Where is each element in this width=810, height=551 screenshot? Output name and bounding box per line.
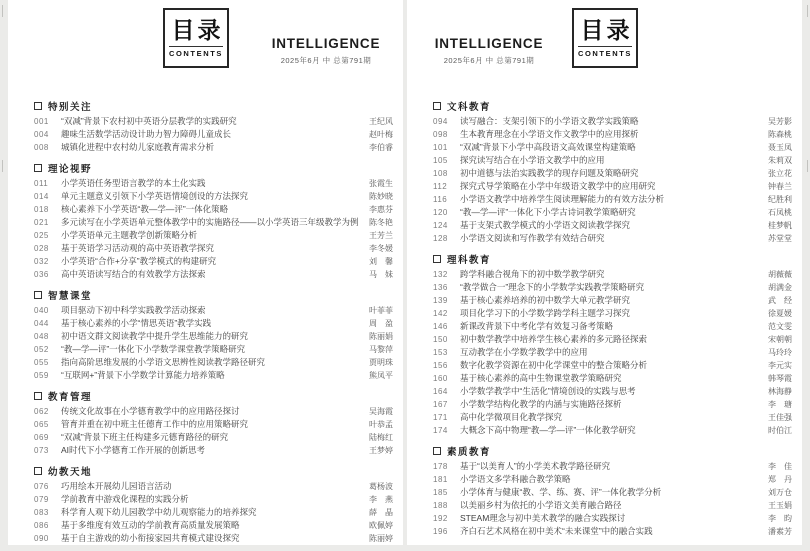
entry-author: 王玉娟 bbox=[768, 501, 792, 510]
section-name: 特别关注 bbox=[48, 101, 93, 113]
entry-author: 钟春兰 bbox=[768, 182, 792, 191]
entry-page-number: 167 bbox=[433, 400, 448, 409]
toc-entry bbox=[433, 346, 792, 359]
toc-entry bbox=[433, 486, 792, 499]
toc-entry bbox=[34, 242, 393, 255]
entry-author: 李 瑭 bbox=[768, 400, 792, 409]
toc-entry bbox=[34, 519, 393, 532]
entry-title: 初中语文群文阅读教学中提升学生思维能力的研究 bbox=[61, 331, 249, 341]
entry-title: 初中数学教学中培养学生核心素养的多元路径探索 bbox=[460, 334, 648, 344]
toc-entry bbox=[433, 525, 792, 538]
entry-title: 单元主题意义引领下小学英语情境创设的方法探究 bbox=[61, 191, 249, 201]
entry-page-number: 069 bbox=[34, 433, 49, 442]
entry-title: 齐白石艺术风格在初中美术“未来课堂”中的融合实践 bbox=[460, 526, 653, 536]
section-name: 文科教育 bbox=[447, 101, 492, 113]
entry-title: 多元读写在小学英语单元整体教学中的实施路径——以小学英语三年级教学为例 bbox=[61, 217, 359, 227]
registration-mark bbox=[807, 5, 808, 17]
section-square-icon bbox=[433, 102, 441, 110]
entry-author: 张霞生 bbox=[369, 179, 393, 188]
entry-author: 马 妹 bbox=[369, 270, 393, 279]
entry-page-number: 142 bbox=[433, 309, 448, 318]
entry-title: 高中英语读写结合的有效教学方法探索 bbox=[61, 269, 206, 279]
journal-name: INTELLIGENCE bbox=[434, 36, 544, 51]
entry-title: 探究读写结合在小学语文教学中的应用 bbox=[460, 155, 605, 165]
entry-page-number: 108 bbox=[433, 169, 448, 178]
entry-author: 贾明珠 bbox=[369, 358, 393, 367]
toc-entry bbox=[34, 343, 393, 356]
entry-author: 李伯睿 bbox=[369, 143, 393, 152]
entry-title: “双减”背景下农村初中英语分层教学的实践研究 bbox=[61, 116, 237, 126]
entry-title: STEAM理念与初中美术教学的融合实践探讨 bbox=[460, 513, 626, 523]
entry-author: 李元实 bbox=[768, 361, 792, 370]
contents-title-box bbox=[572, 8, 638, 68]
toc-entry bbox=[433, 385, 792, 398]
journal-name: INTELLIGENCE bbox=[271, 36, 381, 51]
section-header bbox=[34, 389, 393, 402]
toc-entry bbox=[34, 141, 393, 154]
entry-author: 徐夏媛 bbox=[768, 309, 792, 318]
section-square-icon bbox=[34, 291, 42, 299]
entry-title: 小学语文阅读和写作教学有效结合研究 bbox=[460, 233, 605, 243]
entry-page-number: 004 bbox=[34, 130, 49, 139]
toc-section bbox=[34, 161, 393, 281]
entry-author: 聂玉凤 bbox=[768, 143, 792, 152]
entry-author: 桂梦帆 bbox=[768, 221, 792, 230]
toc-entry bbox=[433, 424, 792, 437]
section-name: 教育管理 bbox=[48, 391, 93, 403]
entry-page-number: 098 bbox=[433, 130, 448, 139]
entry-page-number: 136 bbox=[433, 283, 448, 292]
section-name: 素质教育 bbox=[447, 446, 492, 458]
entry-page-number: 171 bbox=[433, 413, 448, 422]
toc-entry bbox=[433, 473, 792, 486]
entry-page-number: 001 bbox=[34, 117, 49, 126]
toc-entry bbox=[433, 307, 792, 320]
entry-author: 叶菲菲 bbox=[369, 306, 393, 315]
entry-author: 李 佳 bbox=[768, 462, 792, 471]
entry-page-number: 124 bbox=[433, 221, 448, 230]
section-square-icon bbox=[34, 102, 42, 110]
entry-page-number: 101 bbox=[433, 143, 448, 152]
entry-title: AI时代下小学德育工作开展的创新思考 bbox=[61, 445, 206, 455]
entry-title: 基于核心素养的高中生物课堂教学策略研究 bbox=[460, 373, 622, 383]
section-name: 智慧课堂 bbox=[48, 290, 93, 302]
entry-author: 朱莉双 bbox=[768, 156, 792, 165]
entry-author: 韩琴霞 bbox=[768, 374, 792, 383]
entry-page-number: 116 bbox=[433, 195, 448, 204]
entry-title: 大概念下高中物理“教—学—评”一体化教学研究 bbox=[460, 425, 636, 435]
section-header bbox=[34, 161, 393, 174]
toc-entry bbox=[433, 141, 792, 154]
entry-title: 科学育人观下幼儿园教学中幼儿观察能力的培养探究 bbox=[61, 507, 257, 517]
toc-entry bbox=[34, 431, 393, 444]
toc-entry bbox=[34, 405, 393, 418]
entry-page-number: 181 bbox=[433, 475, 448, 484]
entry-page-number: 153 bbox=[433, 348, 448, 357]
toc-entry bbox=[433, 359, 792, 372]
entry-page-number: 014 bbox=[34, 192, 49, 201]
entry-author: 张立花 bbox=[768, 169, 792, 178]
section-name: 理论视野 bbox=[48, 163, 93, 175]
entry-title: 核心素养下小学英语“教—学—评”一体化策略 bbox=[61, 204, 229, 214]
entry-author: 纪胜利 bbox=[768, 195, 792, 204]
entry-author: 陈森桃 bbox=[768, 130, 792, 139]
entry-title: 小学语文教学中培养学生阅读理解能力的有效方法分析 bbox=[460, 194, 665, 204]
toc-section bbox=[34, 288, 393, 382]
registration-mark bbox=[807, 160, 808, 172]
entry-page-number: 188 bbox=[433, 501, 448, 510]
registration-mark bbox=[2, 160, 3, 172]
entry-author: 马玲玲 bbox=[768, 348, 792, 357]
registration-mark bbox=[2, 5, 3, 17]
entry-page-number: 112 bbox=[433, 182, 448, 191]
entry-title: 读写融合：支架引领下的小学语文教学实践策略 bbox=[460, 116, 639, 126]
entry-title: 小学英语任务型语言教学的本土化实践 bbox=[61, 178, 206, 188]
entry-author: 王纪风 bbox=[369, 117, 393, 126]
toc-entry bbox=[433, 167, 792, 180]
entry-title: 初中道德与法治实践教学的现存问题及策略研究 bbox=[460, 168, 639, 178]
right-page bbox=[407, 0, 802, 545]
toc-entry bbox=[34, 493, 393, 506]
entry-author: 葛杨波 bbox=[369, 482, 393, 491]
entry-author: 马黎萍 bbox=[369, 345, 393, 354]
entry-title: 基于自主游戏的幼小衔接家园共育模式建设探究 bbox=[61, 533, 240, 543]
entry-title: 探究式导学策略在小学中年级语文教学中的应用研究 bbox=[460, 181, 656, 191]
right-page-content bbox=[407, 88, 802, 538]
toc-section bbox=[34, 464, 393, 545]
section-header bbox=[34, 99, 393, 112]
entry-page-number: 128 bbox=[433, 234, 448, 243]
toc-entry bbox=[34, 255, 393, 268]
section-square-icon bbox=[34, 392, 42, 400]
toc-entry bbox=[433, 333, 792, 346]
entry-title: 以美丽乡村为依托的小学语文美育融合路径 bbox=[460, 500, 622, 510]
entry-author: 王芳兰 bbox=[369, 231, 393, 240]
entry-title: 学前教育中游戏化课程的实践分析 bbox=[61, 494, 189, 504]
toc-section bbox=[433, 444, 792, 538]
entry-page-number: 160 bbox=[433, 374, 448, 383]
toc-entry bbox=[34, 177, 393, 190]
entry-title: 城镇化进程中农村幼儿家庭教育需求分析 bbox=[61, 142, 215, 152]
entry-page-number: 139 bbox=[433, 296, 448, 305]
entry-page-number: 021 bbox=[34, 218, 49, 227]
toc-section bbox=[34, 99, 393, 154]
entry-author: 林海静 bbox=[768, 387, 792, 396]
entry-author: 王佳强 bbox=[768, 413, 792, 422]
toc-entry bbox=[433, 460, 792, 473]
title-cn: 目录 bbox=[580, 16, 633, 44]
entry-author: 欧佩婷 bbox=[369, 521, 393, 530]
toc-entry bbox=[433, 193, 792, 206]
toc-entry bbox=[34, 369, 393, 382]
entry-author: 时伯江 bbox=[768, 426, 792, 435]
entry-title: 小学数学教学中“生活化”情境创设的实践与思考 bbox=[460, 386, 636, 396]
toc-entry bbox=[433, 411, 792, 424]
section-square-icon bbox=[433, 447, 441, 455]
entry-page-number: 120 bbox=[433, 208, 448, 217]
entry-author: 胡满金 bbox=[768, 283, 792, 292]
toc-entry bbox=[34, 128, 393, 141]
toc-section bbox=[34, 389, 393, 457]
section-name: 幼教天地 bbox=[48, 466, 93, 478]
contents-title-box bbox=[163, 8, 229, 68]
toc-entry bbox=[34, 216, 393, 229]
entry-page-number: 164 bbox=[433, 387, 448, 396]
issue-info: 2025年6月 中 总第791期 bbox=[280, 56, 372, 65]
entry-page-number: 192 bbox=[433, 514, 448, 523]
entry-title: “双减”背景下小学中高段语文高效课堂构建策略 bbox=[460, 142, 636, 152]
entry-page-number: 032 bbox=[34, 257, 49, 266]
section-name: 理科教育 bbox=[447, 254, 492, 266]
toc-entry bbox=[34, 532, 393, 545]
toc-entry bbox=[34, 115, 393, 128]
toc-entry bbox=[34, 330, 393, 343]
entry-author: 宋朝朝 bbox=[768, 335, 792, 344]
title-cn: 目录 bbox=[171, 16, 224, 44]
entry-page-number: 065 bbox=[34, 420, 49, 429]
entry-author: 薛 晶 bbox=[369, 508, 393, 517]
entry-page-number: 076 bbox=[34, 482, 49, 491]
toc-entry bbox=[34, 356, 393, 369]
entry-title: 高中化学微项目化教学探究 bbox=[460, 412, 563, 422]
section-header bbox=[34, 464, 393, 477]
entry-title: 跨学科融合视角下的初中数学教学研究 bbox=[460, 269, 605, 279]
journal-meta bbox=[246, 36, 406, 66]
entry-page-number: 174 bbox=[433, 426, 448, 435]
entry-author: 陈丽娟 bbox=[369, 332, 393, 341]
entry-page-number: 105 bbox=[433, 156, 448, 165]
entry-page-number: 044 bbox=[34, 319, 49, 328]
toc-entry bbox=[433, 268, 792, 281]
entry-author: 陈丽婷 bbox=[369, 534, 393, 543]
entry-page-number: 073 bbox=[34, 446, 49, 455]
entry-title: 管育并重在初中班主任德育工作中的应用策略研究 bbox=[61, 419, 249, 429]
entry-title: 传统文化故事在小学德育教学中的应用路径探讨 bbox=[61, 406, 240, 416]
toc-entry bbox=[34, 506, 393, 519]
toc-entry bbox=[34, 268, 393, 281]
entry-page-number: 036 bbox=[34, 270, 49, 279]
entry-page-number: 025 bbox=[34, 231, 49, 240]
left-page-content bbox=[8, 88, 403, 545]
entry-page-number: 146 bbox=[433, 322, 448, 331]
section-header bbox=[34, 288, 393, 301]
entry-title: “教—学—评”一体化下小学古诗词教学策略研究 bbox=[460, 207, 636, 217]
entry-title: 互动教学在小学数学教学中的应用 bbox=[460, 347, 588, 357]
section-header bbox=[433, 99, 792, 112]
entry-title: 新课改背景下中考化学有效复习备考策略 bbox=[460, 321, 614, 331]
toc-entry bbox=[34, 190, 393, 203]
title-en: CONTENTS bbox=[578, 46, 632, 58]
toc-entry bbox=[433, 512, 792, 525]
entry-author: 赵叶梅 bbox=[369, 130, 393, 139]
entry-author: 刘 馨 bbox=[369, 257, 393, 266]
entry-title: 指向高阶思维发展的小学语文思辨性阅读教学路径研究 bbox=[61, 357, 266, 367]
entry-title: “教学做合一”理念下的小学数学实践教学策略研究 bbox=[460, 282, 645, 292]
entry-author: 王梦婷 bbox=[369, 446, 393, 455]
entry-title: “互联网+”背景下小学数学计算能力培养策略 bbox=[61, 370, 225, 380]
toc-entry bbox=[34, 480, 393, 493]
entry-title: 生本教育理念在小学语文作文教学中的应用探析 bbox=[460, 129, 639, 139]
entry-page-number: 018 bbox=[34, 205, 49, 214]
toc-entry bbox=[433, 206, 792, 219]
toc-entry bbox=[433, 294, 792, 307]
left-page-header bbox=[8, 0, 403, 88]
entry-page-number: 011 bbox=[34, 179, 49, 188]
entry-page-number: 094 bbox=[433, 117, 448, 126]
entry-author: 李 昀 bbox=[768, 514, 792, 523]
entry-title: 小学数学结构化教学的内涵与实施路径探析 bbox=[460, 399, 622, 409]
entry-page-number: 090 bbox=[34, 534, 49, 543]
entry-author: 吴海霞 bbox=[369, 407, 393, 416]
toc-entry bbox=[433, 372, 792, 385]
entry-page-number: 156 bbox=[433, 361, 448, 370]
section-square-icon bbox=[433, 255, 441, 263]
entry-author: 李 燕 bbox=[369, 495, 393, 504]
entry-author: 李惠芬 bbox=[369, 205, 393, 214]
right-page-header bbox=[407, 0, 802, 88]
left-page bbox=[8, 0, 403, 545]
entry-title: 基于核心素养的小学“情思英语”教学实践 bbox=[61, 318, 212, 328]
issue-info: 2025年6月 中 总第791期 bbox=[443, 56, 535, 65]
entry-author: 吴芳影 bbox=[768, 117, 792, 126]
entry-page-number: 028 bbox=[34, 244, 49, 253]
entry-title: 小学英语“合作+分享”教学模式的构建研究 bbox=[61, 256, 217, 266]
entry-page-number: 079 bbox=[34, 495, 49, 504]
entry-title: 基于核心素养培养的初中数学大单元教学研究 bbox=[460, 295, 631, 305]
toc-entry bbox=[433, 232, 792, 245]
entry-title: 巧用绘本开展幼儿园语言活动 bbox=[61, 481, 172, 491]
entry-page-number: 062 bbox=[34, 407, 49, 416]
toc-entry bbox=[433, 115, 792, 128]
entry-author: 郑 丹 bbox=[768, 475, 792, 484]
entry-author: 李冬媛 bbox=[369, 244, 393, 253]
entry-page-number: 132 bbox=[433, 270, 448, 279]
toc-section bbox=[433, 252, 792, 437]
title-en: CONTENTS bbox=[169, 46, 223, 58]
entry-author: 苏堂堂 bbox=[768, 234, 792, 243]
entry-page-number: 196 bbox=[433, 527, 448, 536]
entry-page-number: 008 bbox=[34, 143, 49, 152]
toc-entry bbox=[433, 499, 792, 512]
entry-page-number: 178 bbox=[433, 462, 448, 471]
toc-entry bbox=[433, 128, 792, 141]
section-header bbox=[433, 252, 792, 265]
entry-title: 小学语文多学科融合教学策略 bbox=[460, 474, 571, 484]
toc-entry bbox=[34, 317, 393, 330]
toc-entry bbox=[34, 229, 393, 242]
toc-entry bbox=[34, 418, 393, 431]
journal-meta bbox=[409, 36, 569, 66]
toc-entry bbox=[433, 154, 792, 167]
entry-author: 陈冬艳 bbox=[369, 218, 393, 227]
entry-author: 刘万仓 bbox=[768, 488, 792, 497]
toc-entry bbox=[433, 219, 792, 232]
entry-page-number: 052 bbox=[34, 345, 49, 354]
entry-title: 项目驱动下初中科学实践教学活动探索 bbox=[61, 305, 206, 315]
entry-author: 范文雯 bbox=[768, 322, 792, 331]
entry-page-number: 086 bbox=[34, 521, 49, 530]
entry-page-number: 048 bbox=[34, 332, 49, 341]
toc-section bbox=[433, 99, 792, 245]
entry-title: 基于多维度有效互动的学前教育高质量发展策略 bbox=[61, 520, 240, 530]
entry-page-number: 040 bbox=[34, 306, 49, 315]
entry-page-number: 083 bbox=[34, 508, 49, 517]
toc-entry bbox=[433, 398, 792, 411]
toc-entry bbox=[34, 444, 393, 457]
toc-entry bbox=[34, 203, 393, 216]
entry-author: 陈妙晓 bbox=[369, 192, 393, 201]
entry-title: 基于“以美育人”的小学美术教学路径研究 bbox=[460, 461, 611, 471]
entry-author: 武 经 bbox=[768, 296, 792, 305]
entry-author: 陆梅红 bbox=[369, 433, 393, 442]
toc-entry bbox=[433, 180, 792, 193]
entry-title: 趣味生活数学活动设计助力智力障碍儿童成长 bbox=[61, 129, 232, 139]
entry-author: 熊凤平 bbox=[369, 371, 393, 380]
section-square-icon bbox=[34, 467, 42, 475]
entry-author: 胡薇薇 bbox=[768, 270, 792, 279]
entry-author: 周 盈 bbox=[369, 319, 393, 328]
toc-entry bbox=[34, 304, 393, 317]
entry-page-number: 055 bbox=[34, 358, 49, 367]
entry-title: “双减”背景下班主任构建多元德育路径的研究 bbox=[61, 432, 229, 442]
toc-entry bbox=[433, 281, 792, 294]
entry-page-number: 150 bbox=[433, 335, 448, 344]
entry-page-number: 185 bbox=[433, 488, 448, 497]
entry-title: 小学英语单元主题教学创新策略分析 bbox=[61, 230, 198, 240]
toc-entry bbox=[433, 320, 792, 333]
entry-title: 数字化教学资源在初中化学课堂中的整合策略分析 bbox=[460, 360, 648, 370]
entry-title: 基于支架式教学模式的小学语文阅读教学探究 bbox=[460, 220, 631, 230]
section-header bbox=[433, 444, 792, 457]
entry-author: 潘素芳 bbox=[768, 527, 792, 536]
entry-page-number: 059 bbox=[34, 371, 49, 380]
entry-title: 小学体育与健康“教、学、练、赛、评”一体化教学分析 bbox=[460, 487, 662, 497]
entry-author: 石凤桃 bbox=[768, 208, 792, 217]
entry-title: “教—学—评”一体化下小学数学课堂教学策略研究 bbox=[61, 344, 246, 354]
entry-title: 基于英语学习活动观的高中英语教学探究 bbox=[61, 243, 215, 253]
entry-title: 项目化学习下的小学数学跨学科主题学习探究 bbox=[460, 308, 631, 318]
section-square-icon bbox=[34, 164, 42, 172]
entry-author: 叶恭孟 bbox=[369, 420, 393, 429]
